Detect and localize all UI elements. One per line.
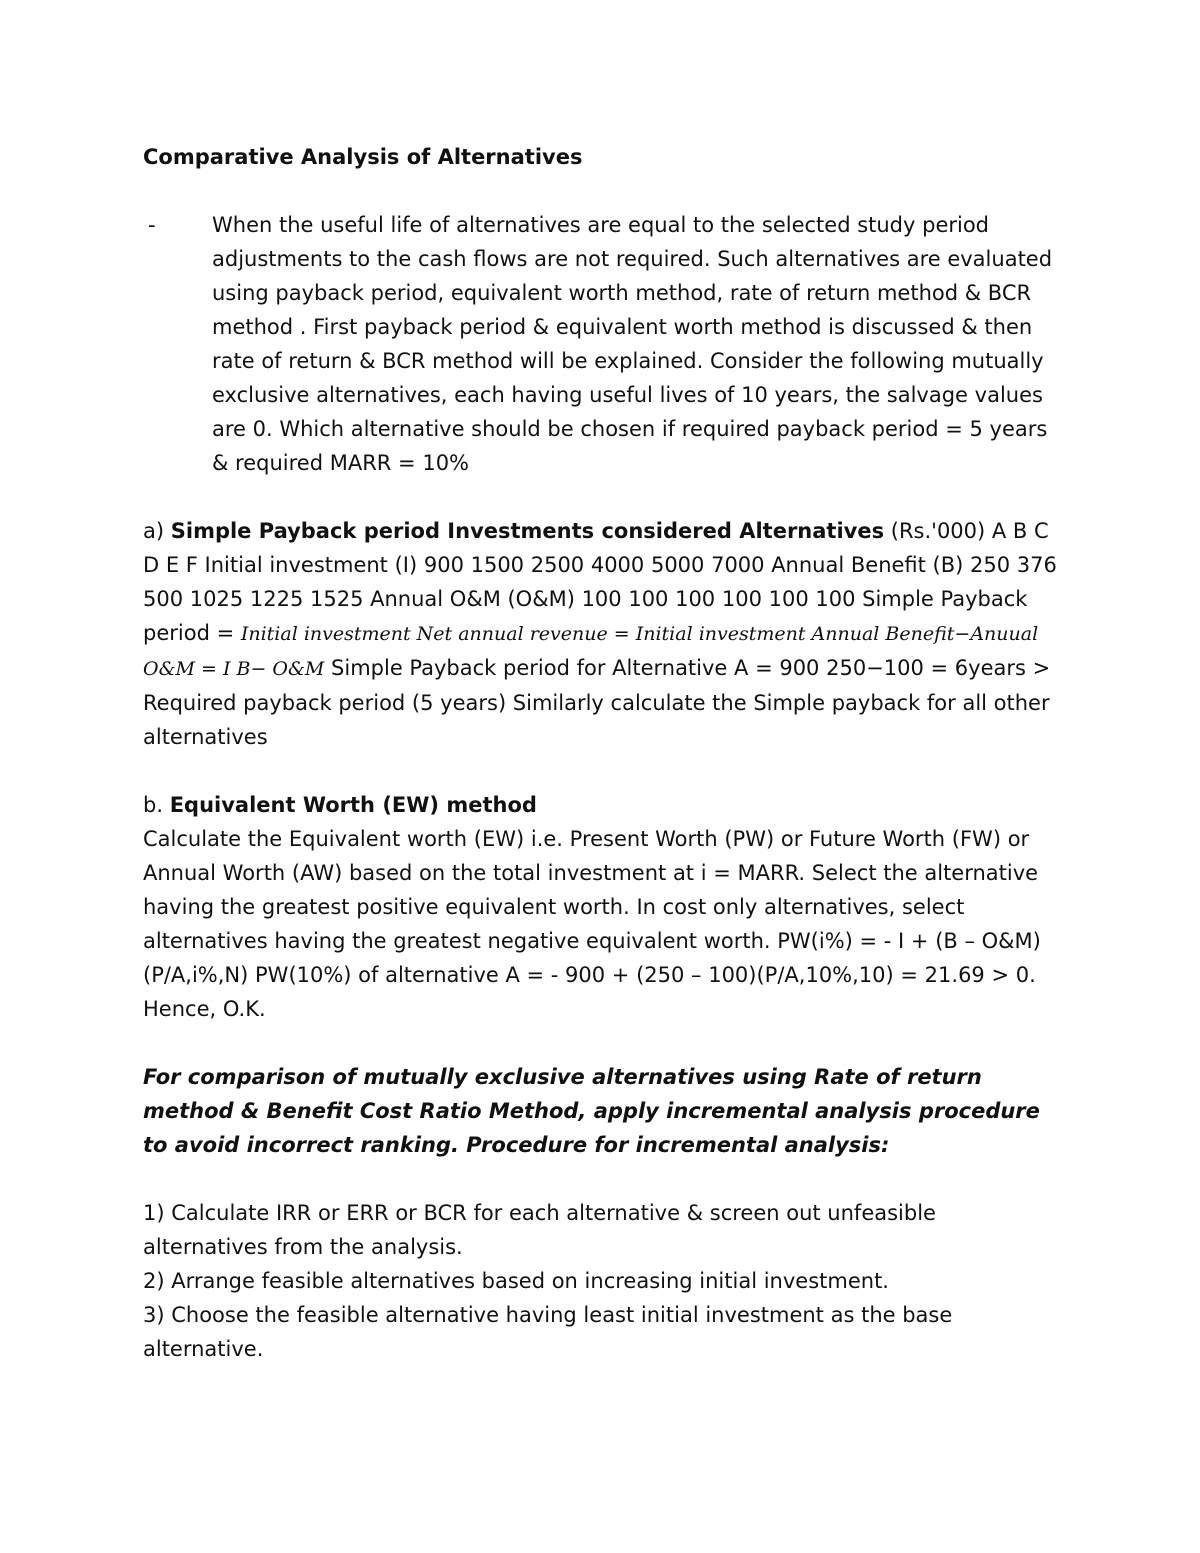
section-equivalent-worth (143, 788, 1063, 1026)
bullet-dash: - (148, 213, 156, 237)
section-b-heading: Equivalent Worth (EW) method (169, 793, 537, 817)
procedure-step: 1) Calculate IRR or ERR or BCR for each alternative & screen out unfeasible alternatives from the analysis. (143, 1201, 936, 1259)
section-a-prefix: a) (143, 519, 171, 543)
payback-formula: Initial investment Net annual revenue = Initial investment Annual Benefit−Anuual O&M = I B− O&M (143, 623, 1039, 680)
section-incremental-note (143, 1060, 1063, 1162)
document-title: Comparative Analysis of Alternatives (143, 145, 583, 169)
procedure-steps-list (143, 1196, 1063, 1366)
intro-paragraph: When the useful life of alternatives are equal to the selected study period adjustments to the cash flows are not required. Such alternatives are evaluated using payback period, equivalent worth method, rate of return method & BCR method . First payback period & equivalent worth method is discussed & then rate of return & BCR method will be explained. Consider the following mutually exclusive alternatives, each having useful lives of 10 years, the salvage values are 0. Which alternative should be chosen if required payback period = 5 years & required MARR = 10% (212, 213, 1053, 475)
equivalent-worth-paragraph: Calculate the Equivalent worth (EW) i.e. Present Worth (PW) or Future Worth (FW) or Annual Worth (AW) based on the total investment at i = MARR. Select the alternative having the greatest positive equivalent worth. In cost only alternatives, select alternatives having the greatest negative equivalent worth. PW(i%) = - I + (B – O&M)(P/A,i%,N) PW(10%) of alternative A = - 900 + (250 – 100)(P/A,10%,10) = 21.69 > 0. Hence, O.K. (143, 827, 1041, 1021)
section-a-text-1: (Rs.'000) A B C D E F Initial investment (I) 900 1500 2500 4000 5000 7000 Annual Benefit (B) 250 376 500 1025 1225 1525 Annual O&M (O&M) 100 100 100 100 100 100 Simple Payback period = (143, 519, 1057, 645)
procedure-step: 3) Choose the feasible alternative having least initial investment as the base alternative. (143, 1303, 953, 1361)
simple-payback-paragraph (143, 514, 1063, 754)
intro-bullet-item (143, 208, 1063, 480)
document-body (143, 140, 1063, 1366)
procedure-step: 2) Arrange feasible alternatives based on increasing initial investment. (143, 1269, 889, 1293)
incremental-analysis-note: For comparison of mutually exclusive alternatives using Rate of return method & Benefit Cost Ratio Method, apply incremental analysis procedure to avoid incorrect ranking. Procedure for incremental analysis: (143, 1065, 1040, 1157)
section-b-heading-line (143, 788, 1063, 822)
section-a-text-2: Simple Payback period for Alternative A = 900 250−100 = 6years > Required payback period (5 years) Similarly calculate the Simple payback for all other alternatives (143, 656, 1051, 749)
section-simple-payback (143, 514, 1063, 754)
section-b-prefix: b. (143, 793, 170, 817)
section-a-heading: Simple Payback period Investments considered Alternatives (170, 519, 885, 543)
